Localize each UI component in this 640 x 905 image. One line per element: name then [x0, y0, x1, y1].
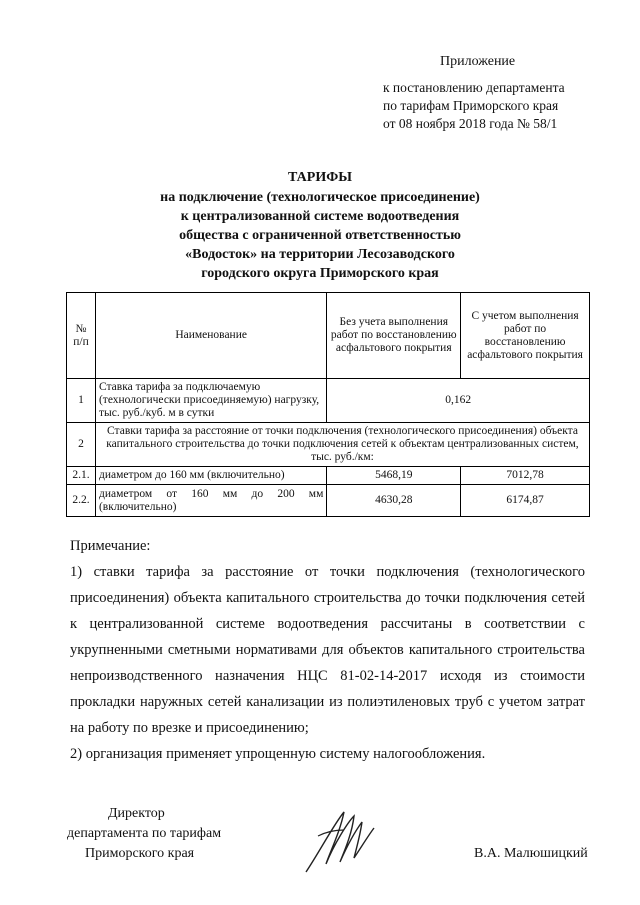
notes-section	[70, 533, 585, 767]
note-item-1: 1) ставки тарифа за расстояние от точки подключения (технологического присоединения) объекта капитального строительства до точки подключения сетей к централизованной системе водоотведения рассчитаны в соответствии с укрупненными сметными нормативами для объектов капитального строительства непроизводственного назначения НЦС 81-02-14-2017 исходя из стоимости прокладки наружных сетей канализации из полиэтиленовых труб с учетом затрат на работу по врезке и присоединению;	[70, 564, 585, 736]
tariff-table	[66, 292, 590, 517]
signatory-position-1: Директор	[108, 806, 165, 821]
row-num: 2.1.	[67, 467, 96, 485]
row-name: Ставки тарифа за расстояние от точки подключения (технологического присоединения) объекта капитального строительства до точки подключения сетей к объектам централизованных систем, тыс. руб./км:	[95, 423, 589, 467]
row-num: 1	[67, 379, 96, 423]
table-row	[67, 423, 590, 467]
handwritten-signature	[300, 806, 380, 878]
row-value-without: 4630,28	[327, 485, 461, 517]
doc-subtitle-2: к централизованной системе водоотведения	[180, 209, 460, 224]
row-value-with: 7012,78	[461, 467, 590, 485]
row-value: 0,162	[327, 379, 590, 423]
appendix-line-1: к постановлению департамента	[383, 80, 565, 95]
note-item-2: 2) организация применяет упрощенную систему налогообложения.	[70, 746, 486, 762]
table-header-row	[67, 293, 590, 379]
header-with-asphalt: С учетом выполнения работ по восстановлению асфальтового покрытия	[461, 293, 590, 379]
row-num: 2.2.	[67, 485, 96, 517]
signatory-position-2: департамента по тарифам	[67, 826, 222, 841]
row-name: Ставка тарифа за подключаемую (технологически присоединяемую) нагрузку, тыс. руб./куб. м в сутки	[95, 379, 326, 423]
row-value-with: 6174,87	[461, 485, 590, 517]
appendix-title: Приложение	[440, 54, 516, 69]
row-num: 2	[67, 423, 96, 467]
notes-title: Примечание:	[70, 538, 151, 554]
doc-subtitle-4: «Водосток» на территории Лесозаводского	[185, 247, 455, 262]
signatory-name: В.А. Малюшицкий	[474, 846, 588, 861]
doc-subtitle-3: общества с ограниченной ответственностью	[179, 228, 461, 243]
header-without-asphalt: Без учета выполнения работ по восстановлению асфальтового покрытия	[327, 293, 461, 379]
table-row	[67, 485, 590, 517]
row-value-without: 5468,19	[327, 467, 461, 485]
doc-title: ТАРИФЫ	[288, 170, 352, 185]
signatory-position-3: Приморского края	[85, 846, 195, 861]
doc-subtitle-5: городского округа Приморского края	[201, 266, 439, 281]
row-name: диаметром от 160 мм до 200 мм (включительно)	[95, 485, 326, 517]
table-row	[67, 379, 590, 423]
appendix-line-2: по тарифам Приморского края	[383, 98, 559, 113]
row-name: диаметром до 160 мм (включительно)	[95, 467, 326, 485]
appendix-line-3: от 08 ноября 2018 года № 58/1	[383, 116, 558, 131]
table-row	[67, 467, 590, 485]
doc-subtitle-1: на подключение (технологическое присоединение)	[160, 190, 480, 205]
header-num: № п/п	[67, 293, 96, 379]
header-name: Наименование	[95, 293, 326, 379]
